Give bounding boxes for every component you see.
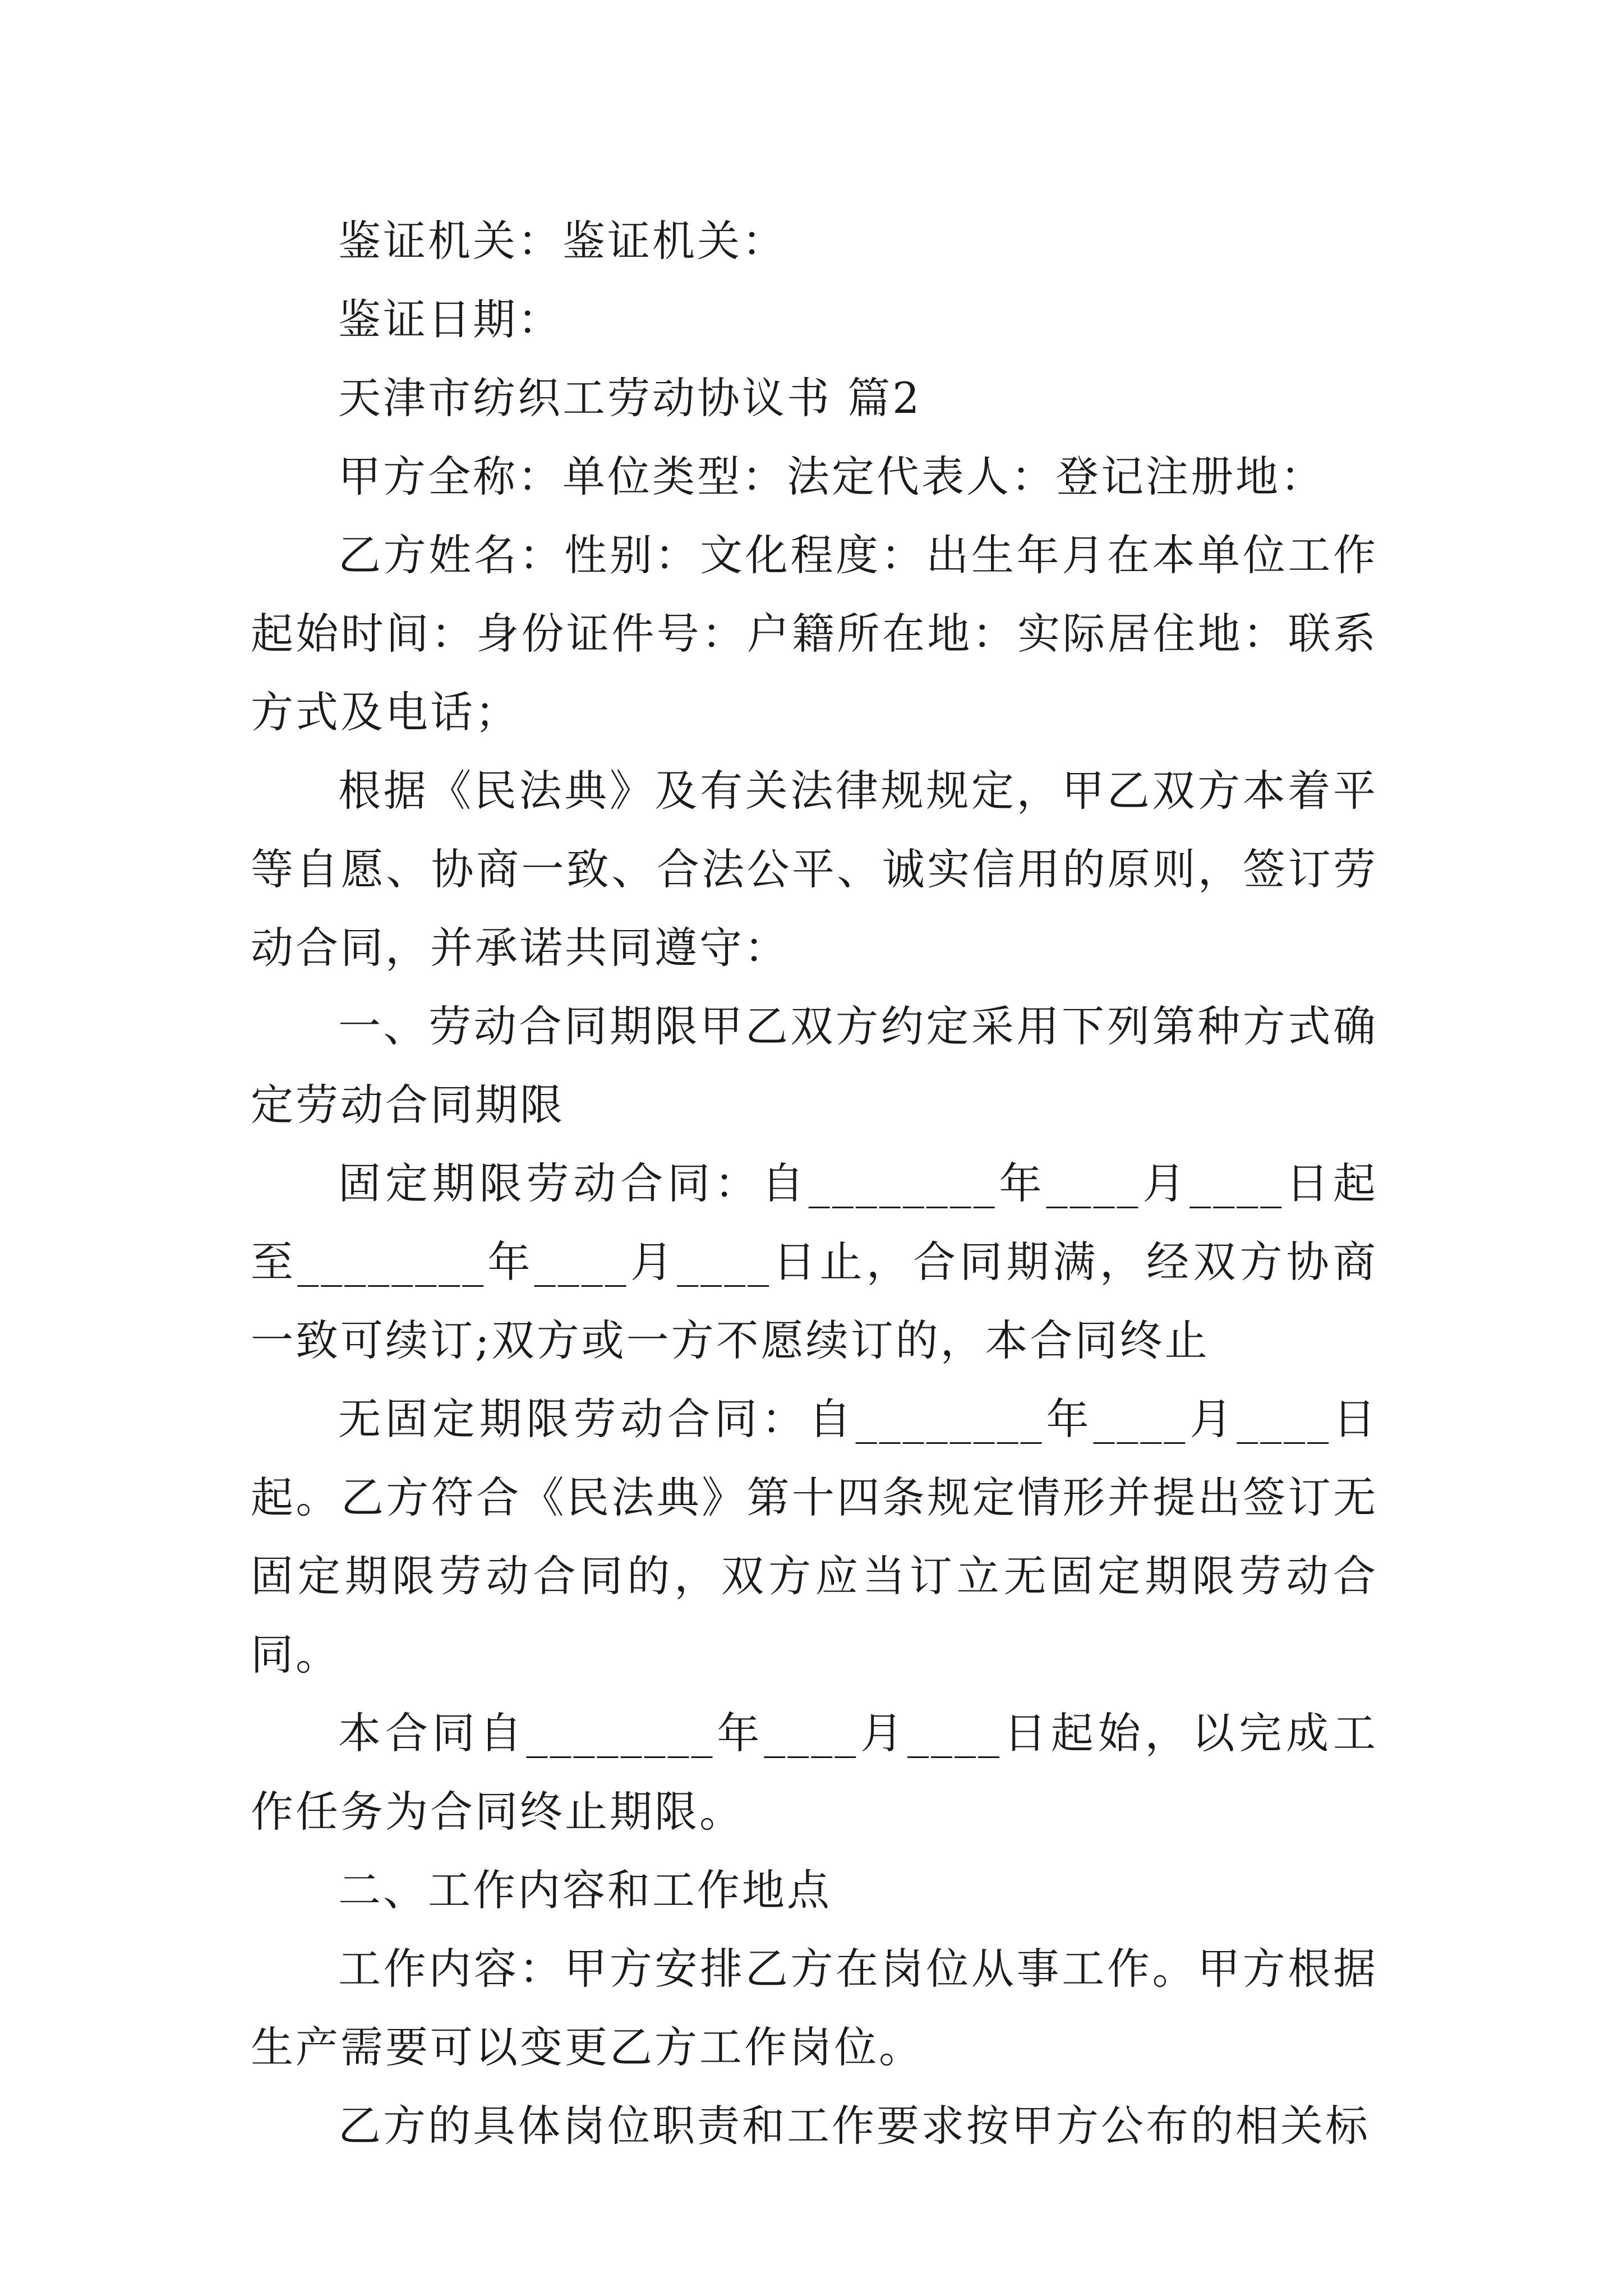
paragraph-work-content-heading: 二、工作内容和工作地点 [338,1865,832,1915]
paragraph-work-content: 工作内容：甲方安排乙方在岗位从事工作。甲方根据生产需要可以变更乙方工作岗位。 [251,1944,1378,2072]
paragraph-task-term: 本合同自________年____月____日起始，以完成工作任务为合同终止期限。 [251,1708,1378,1837]
paragraph-party-b: 乙方姓名：性别：文化程度：出生年月在本单位工作起始时间：身份证件号：户籍所在地：实际居住地：联系方式及电话； [251,530,1378,737]
paragraph-authentication-agency: 鉴证机关：鉴证机关： [338,216,787,266]
paragraph-open-term: 无固定期限劳动合同：自________年____月____日起。乙方符合《民法典》第十四条规定情形并提出签订无固定期限劳动合同的，双方应当订立无固定期限劳动合同。 [251,1394,1378,1680]
section-title: 天津市纺织工劳动协议书 篇2 [338,373,922,423]
paragraph-job-duties: 乙方的具体岗位职责和工作要求按甲方公布的相关标 [338,2101,1370,2151]
document-body [251,202,1378,2165]
paragraph-party-a: 甲方全称：单位类型：法定代表人：登记注册地： [338,452,1325,501]
paragraph-fixed-term: 固定期限劳动合同：自________年____月____日起至________年____月____日止，合同期满，经双方协商一致可续订;双方或一方不愿续订的，本合同终止 [251,1158,1378,1365]
paragraph-authentication-date: 鉴证日期： [338,295,562,344]
paragraph-legal-basis: 根据《民法典》及有关法律规规定，甲乙双方本着平等自愿、协商一致、合法公平、诚实信用的原则，签订劳动合同，并承诺共同遵守： [251,766,1378,973]
paragraph-contract-term-heading: 一、劳动合同期限甲乙双方约定采用下列第种方式确定劳动合同期限 [251,1001,1378,1130]
